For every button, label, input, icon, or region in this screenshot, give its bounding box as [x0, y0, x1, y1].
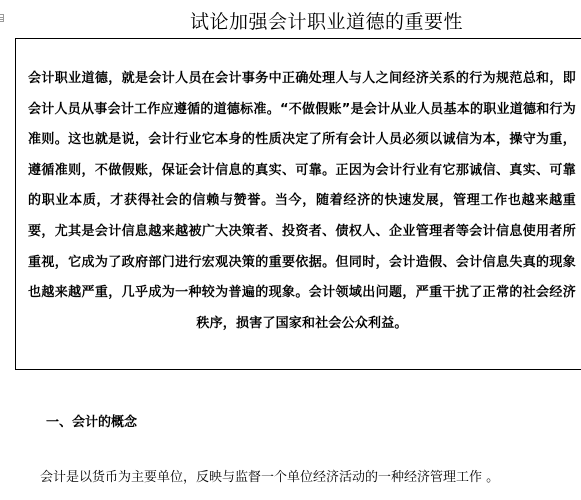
abstract-text: 会计职业道德，就是会计人员在会计事务中正确处理人与人之间经济关系的行为规范总和，即会计人员从事会计工作应遵循的道德标准。“不做假账”是会计从业人员基本的职业道德和行为准则。这也就是说，会计行业它本身的性质决定了所有会计人员必须以诚信为本，操守为重，遵循准则，不做假账，保证会计信息的真实、可靠。正因为会计行业有它那诚信、真实、可靠的职业本质，才获得社会的信赖与赞誉。当今，随着经济的快速发展，管理工作也越来越重要，尤其是会计信息越来越被广大决策者、投资者、债权人、企业管理者等会计信息使用者所重视，它成为了政府部门进行宏观决策的重要依据。但同时，会计造假、会计信息失真的现象也越来越严重，几乎成为一种较为普遍的现象。会计领域出问题，严重干扰了正常的社会经济秩序，损害了国家和社会公众利益。 — [28, 71, 576, 331]
body-paragraph: 会计是以货币为主要单位，反映与监督一个单位经济活动的一种经济管理工作 。 — [40, 470, 500, 485]
section-heading: 一、会计的概念 — [46, 415, 138, 430]
document-title: 试论加强会计职业道德的重要性 — [189, 11, 463, 33]
